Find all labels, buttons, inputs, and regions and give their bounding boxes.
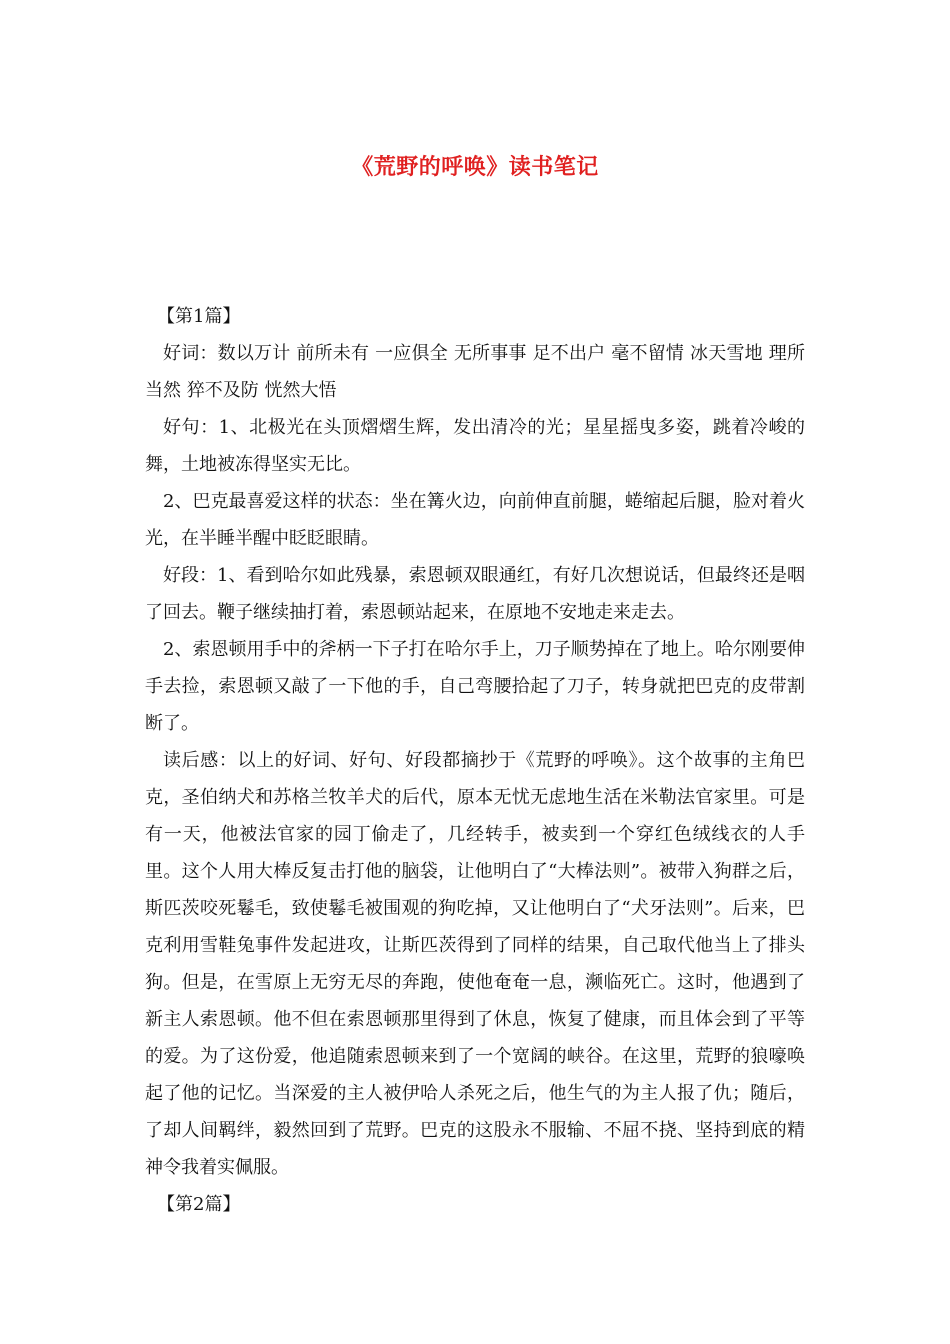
good-passages-paragraph: 好段：1、看到哈尔如此残暴，索恩顿双眼通红，有好几次想说话，但最终还是咽了回去。鞭子继续抽打着，索恩顿站起来，在原地不安地走来走去。 xyxy=(145,565,805,623)
good-passage-2: 2、索恩顿用手中的斧柄一下子打在哈尔手上，刀子顺势掉在了地上。哈尔刚要伸手去捡，索恩顿又敲了一下他的手，自己弯腰拾起了刀子，转身就把巴克的皮带割断了。 xyxy=(145,639,805,734)
good-words-paragraph: 好词：数以万计 前所未有 一应俱全 无所事事 足不出户 毫不留情 冰天雪地 理所当然 猝不及防 恍然大悟 xyxy=(145,343,805,401)
good-sentences-paragraph: 好句：1、北极光在头顶熠熠生辉，发出清冷的光；星星摇曳多姿，跳着冷峻的舞，土地被冻得坚实无比。 xyxy=(145,417,805,475)
document-body xyxy=(145,298,805,1223)
reflection-paragraph: 读后感：以上的好词、好句、好段都摘抄于《荒野的呼唤》。这个故事的主角巴克，圣伯纳犬和苏格兰牧羊犬的后代，原本无忧无虑地生活在米勒法官家里。可是有一天，他被法官家的园丁偷走了，几经转手，被卖到一个穿红色绒线衣的人手里。这个人用大棒反复击打他的脑袋，让他明白了“大棒法则”。被带入狗群之后，斯匹茨咬死鬈毛，致使鬈毛被围观的狗吃掉，又让他明白了“犬牙法则”。后来，巴克利用雪鞋兔事件发起进攻，让斯匹茨得到了同样的结果，自己取代他当上了排头狗。但是，在雪原上无穷无尽的奔跑，使他奄奄一息，濒临死亡。这时，他遇到了新主人索恩顿。他不但在索恩顿那里得到了休息，恢复了健康，而且体会到了平等的爱。为了这份爱，他追随索恩顿来到了一个宽阔的峡谷。在这里，荒野的狼嚎唤起了他的记忆。当深爱的主人被伊哈人杀死之后，他生气的为主人报了仇；随后，了却人间羁绊，毅然回到了荒野。巴克的这股永不服输、不屈不挠、坚持到底的精神令我着实佩服。 xyxy=(145,750,805,1178)
good-sentence-2: 2、巴克最喜爱这样的状态：坐在篝火边，向前伸直前腿，蜷缩起后腿，脸对着火光，在半睡半醒中眨眨眼睛。 xyxy=(145,491,805,549)
document-title: 《荒野的呼唤》读书笔记 xyxy=(351,154,599,180)
section-heading: 【第1篇】 xyxy=(157,306,241,327)
section-heading: 【第2篇】 xyxy=(157,1194,241,1215)
